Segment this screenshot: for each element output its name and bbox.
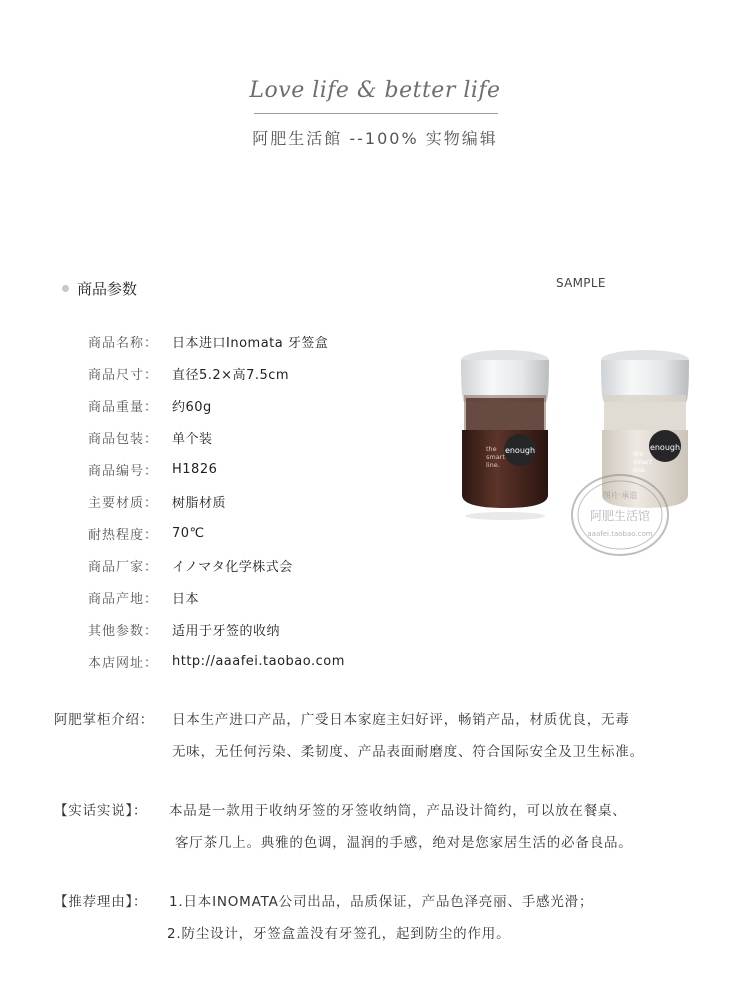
smart-line-label: line. bbox=[633, 466, 647, 474]
param-value: 单个装 bbox=[172, 431, 213, 447]
param-key: 商品名称： bbox=[88, 335, 159, 351]
intro-block bbox=[54, 704, 644, 768]
tagline-english: Love life & better life bbox=[249, 78, 501, 103]
param-row bbox=[88, 549, 345, 581]
reason-line-1: 1.日本INOMATA公司出品，品质保证，产品色泽亮丽、手感光滑； bbox=[169, 894, 594, 910]
param-key: 商品重量： bbox=[88, 399, 159, 415]
param-row bbox=[88, 357, 345, 389]
param-value: イノマタ化学株式会 bbox=[172, 559, 293, 575]
param-key: 耐热程度： bbox=[88, 527, 159, 543]
tagline-chinese: 阿肥生活館 --100% 实物编辑 bbox=[252, 129, 498, 148]
param-key: 商品厂家： bbox=[88, 559, 159, 575]
intro-line-1: 日本生产进口产品，广受日本家庭主妇好评，畅销产品，材质优良，无毒 bbox=[172, 712, 630, 728]
param-value: 直径5.2×高7.5cm bbox=[172, 367, 290, 383]
param-key: 本店网址： bbox=[88, 655, 159, 671]
param-row bbox=[88, 421, 345, 453]
param-value: 70℃ bbox=[172, 525, 205, 541]
param-row bbox=[88, 485, 345, 517]
param-value: 树脂材质 bbox=[172, 495, 227, 511]
param-row bbox=[88, 613, 345, 645]
param-row bbox=[88, 517, 345, 549]
header-divider bbox=[254, 113, 498, 114]
product-photo bbox=[440, 340, 710, 570]
param-row bbox=[88, 325, 345, 357]
intro-key: 阿肥掌柜介绍： bbox=[54, 712, 155, 728]
param-value: 适用于牙签的收纳 bbox=[172, 623, 281, 639]
param-key: 商品编号： bbox=[88, 463, 159, 479]
param-key: 其他参数： bbox=[88, 623, 159, 639]
smart-line-label: the bbox=[486, 445, 497, 453]
param-key: 商品尺寸： bbox=[88, 367, 159, 383]
smart-line-label: smart bbox=[486, 453, 505, 461]
truth-line-1: 本品是一款用于收纳牙签的牙签收纳筒，产品设计简约，可以放在餐桌、 bbox=[169, 803, 627, 819]
param-value: 日本进口Inomata 牙签盒 bbox=[172, 335, 329, 351]
truth-block bbox=[54, 795, 633, 859]
light-container bbox=[601, 350, 689, 508]
smart-line-label: smart bbox=[633, 458, 652, 466]
param-value: 约60g bbox=[172, 399, 212, 415]
bullet-dot-icon bbox=[62, 285, 69, 292]
svg-text:aaafei.taobao.com: aaafei.taobao.com bbox=[587, 530, 653, 538]
dark-container bbox=[461, 350, 549, 520]
svg-text:图片·承造: 图片·承造 bbox=[602, 491, 638, 500]
intro-line-2: 无味，无任何污染、柔韧度、产品表面耐磨度、符合国际安全及卫生标准。 bbox=[172, 744, 644, 760]
smart-line-label: line. bbox=[486, 461, 500, 469]
params-list bbox=[88, 325, 345, 677]
param-row bbox=[88, 581, 345, 613]
section-title-label: 商品参数 bbox=[77, 280, 138, 298]
param-key: 商品产地： bbox=[88, 591, 159, 607]
param-value: 日本 bbox=[172, 591, 200, 607]
svg-text:阿肥生活馆: 阿肥生活馆 bbox=[589, 509, 651, 523]
enough-label: enough bbox=[504, 446, 536, 455]
smart-line-label: the bbox=[633, 450, 644, 458]
param-row bbox=[88, 389, 345, 421]
param-row bbox=[88, 453, 345, 485]
section-title bbox=[62, 278, 137, 299]
truth-line-2: 客厅茶几上。典雅的色调，温润的手感，绝对是您家居生活的必备良品。 bbox=[175, 835, 633, 851]
truth-key: 【实话实说】： bbox=[54, 803, 148, 819]
param-value: H1826 bbox=[172, 461, 218, 477]
param-value: http://aaafei.taobao.com bbox=[172, 653, 345, 669]
reason-key: 【推荐理由】： bbox=[54, 894, 148, 910]
enough-label: enough bbox=[649, 443, 681, 452]
param-key: 主要材质： bbox=[88, 495, 159, 511]
param-row bbox=[88, 645, 345, 677]
reason-line-2: 2.防尘设计，牙签盒盖没有牙签孔，起到防尘的作用。 bbox=[167, 926, 511, 942]
sample-label: SAMPLE bbox=[556, 276, 606, 290]
param-key: 商品包装： bbox=[88, 431, 159, 447]
reason-block bbox=[54, 886, 593, 950]
